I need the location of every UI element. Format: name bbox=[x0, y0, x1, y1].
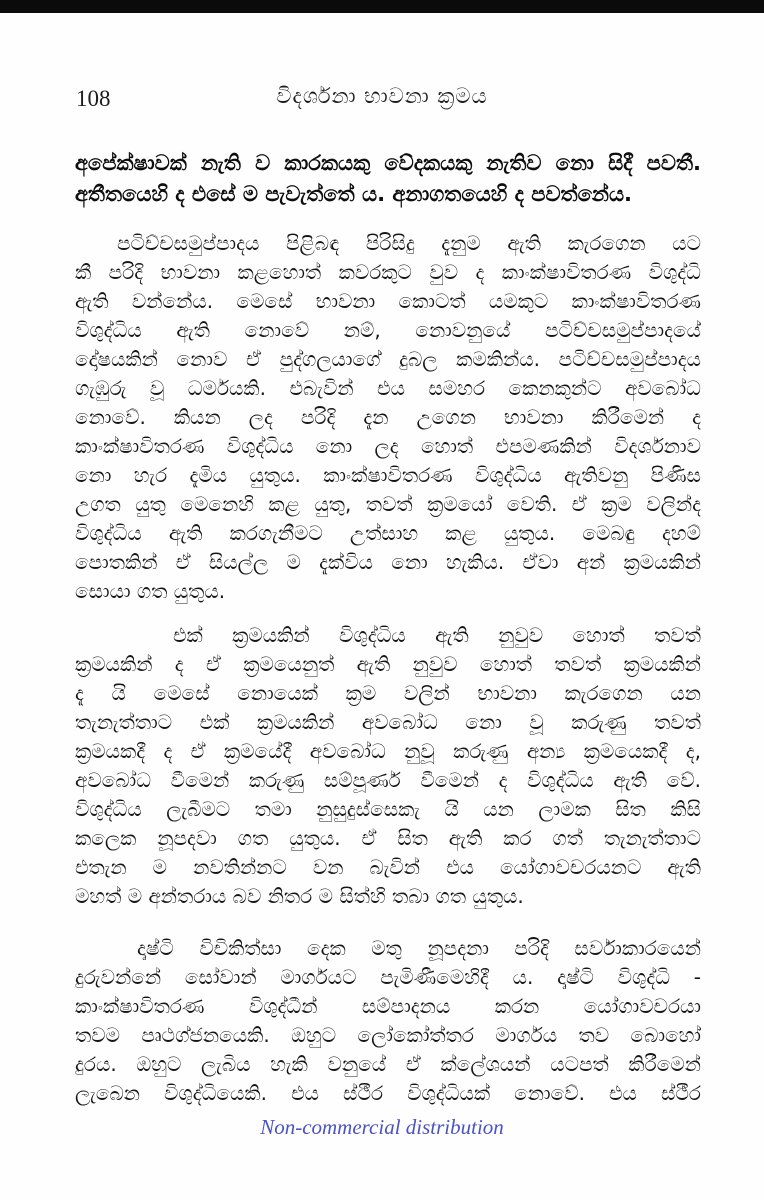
footer-distribution-note: Non-commercial distribution bbox=[260, 1115, 504, 1139]
text-line: දුරුවන්නේ සෝවාන් මාර්ගයට පැමිණීමෙහිදී ය. දෘෂ්ටි විශුද්ධි - bbox=[75, 965, 701, 989]
text-line: උගත යුතු මෙනෙහි කළ යුතු, තවත් ක්‍රමයෝ වෙති. ඒ ක්‍රම වලින්ද bbox=[75, 492, 701, 516]
page-header bbox=[0, 84, 764, 114]
text-line: මහත් ම අන්තරාය බව නිතර ම සිත්හි තබා ගත යුතුය. bbox=[75, 884, 524, 908]
bold-intro-paragraph bbox=[75, 148, 701, 210]
text-line: ලැබෙන විශුද්ධියෙකි. එය ස්ථීර විශුද්ධියක් නොවේ. එය ස්ථීර bbox=[75, 1081, 701, 1105]
text-line: සොයා ගත යුතුය. bbox=[75, 579, 226, 603]
text-line: දුරය. ඔහුට ලැබිය හැකි වනුයේ ඒ ක්ලේශයන් යටපත් කිරීමෙන් bbox=[75, 1052, 701, 1076]
text-line: කාංක්ෂාවිතරණ විශුද්ධීන් සම්පාදනය කරන යෝගාවචරයා bbox=[75, 994, 701, 1018]
text-line: ක්‍රමයකදී ද ඒ ක්‍රමයේදී අවබෝධ නුවූ කරුණු අන්‍ය ක්‍රමයෙකදී ද, bbox=[75, 739, 701, 763]
text-line: පොතකින් ඒ සියල්ල ම දැක්විය නො හැකිය. ඒවා අන් ක්‍රමයකින් bbox=[75, 550, 701, 574]
text-line: දෘෂ්ටි විචිකිත්සා දෙක මතු නූපදනා පරිදි සර්වාකාරයෙන් bbox=[137, 936, 701, 960]
text-line: පටිච්චසමුප්පාදය පිළිබඳ පිරිසිදු දැනුම ඇති කැරගෙන යට bbox=[117, 231, 701, 255]
paragraph-3 bbox=[75, 934, 701, 1108]
text-line: අපේක්ෂාවක් නැති ව කාරකයකු වේදකයකු නැතිව නො සිදී පවතී. bbox=[75, 151, 701, 175]
paragraph-1 bbox=[75, 229, 701, 606]
scan-edge-bar bbox=[0, 0, 764, 13]
text-line: විශුද්ධිය ඇති කරගැනීමට උත්සාහ කළ යුතුය. මෙබඳු දහම් bbox=[75, 521, 701, 545]
text-line: දෝෂයකින් නොව ඒ පුද්ගලයාගේ දුබල කමකින්ය. පටිච්චසමුප්පාදය bbox=[75, 347, 701, 371]
text-line: අතීතයෙහි ද එසේ ම පැවැත්තේ ය. අනාගතයෙහි ද පවත්නේය. bbox=[75, 182, 633, 206]
text-line: තවම පෘථග්ජනයෙකි. ඔහුට ලෝකෝත්තර මාර්ගය තව බොහෝ bbox=[75, 1023, 701, 1047]
text-line: විශුද්ධිය ඇති නොවේ නම්, නොවනුයේ පටිච්චසමුප්පාදයේ bbox=[75, 318, 701, 342]
text-line: අවබෝධ වීමෙන් කරුණු සම්පූර්ණ වීමෙන් ද විශුද්ධිය ඇති වේ. bbox=[75, 768, 701, 792]
text-line: එක් ක්‍රමයකින් විශුද්ධිය ඇති නුවුව හොත් තවත් bbox=[173, 623, 701, 647]
text-line: කාංක්ෂාවිතරණ විශුද්ධිය නො ලද හොත් එපමණකින් විදර්ශනාව bbox=[75, 434, 701, 458]
text-line: එතැන ම නවතින්නට වන බැවින් එය යෝගාවචරයනට ඇති bbox=[75, 855, 701, 879]
text-line: නොවේ. කියන ලද පරිදි දැන උගෙන භාවනා කිරීමෙන් ද bbox=[75, 405, 701, 429]
text-line: ක්‍රමයකින් ද ඒ ක්‍රමයෙනුත් ඇති නුවුව හොත් තවත් ක්‍රමයකින් bbox=[75, 652, 701, 676]
text-line: දැ යි මෙසේ නොයෙක් ක්‍රම වලින් භාවනා කැරගෙන යන bbox=[75, 681, 701, 705]
page-title: විදර්ශනා භාවනා ක්‍රමය bbox=[276, 84, 488, 108]
text-line: ඇති වන්නේය. මෙසේ භාවනා කොටත් යමකුට කාංක්ෂාවිතරණ bbox=[75, 289, 701, 313]
paragraph-2 bbox=[75, 621, 701, 911]
text-line: විශුද්ධිය ලැබීමට තමා නුසුදුස්සෙකැ යි යන ලාමක සිත කිසි bbox=[75, 797, 701, 821]
page-number: 108 bbox=[76, 86, 111, 111]
text-line: තැනැත්තාට එක් ක්‍රමයකින් අවබෝධ නො වූ කරුණු තවත් bbox=[75, 710, 701, 734]
text-line: නො හැර දැමිය යුතුය. කාංක්ෂාවිතරණ විශුද්ධිය ඇතිවනු පිණිස bbox=[75, 463, 701, 487]
text-line: කී පරිදි භාවනා කළහොත් කවරකුට වුව ද කාංක්ෂාවිතරණ විශුද්ධි bbox=[75, 260, 701, 284]
text-line: ගැඹුරු වූ ධර්මයකි. එබැවින් එය සමහර කෙනකුන්ට අවබෝධ bbox=[75, 376, 701, 400]
text-line: කලෙක නූපදවා ගත යුතුය. ඒ සිත ඇති කර ගත් තැනැත්තාට bbox=[75, 826, 701, 850]
